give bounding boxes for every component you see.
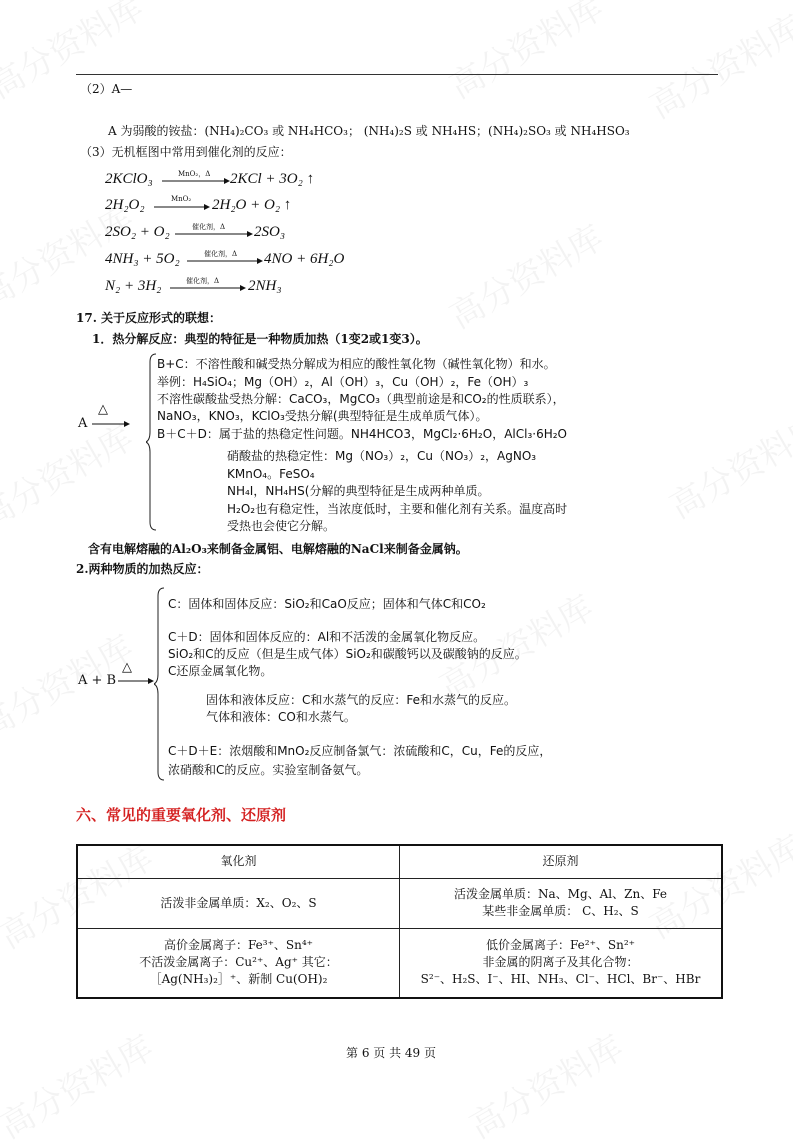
weak-acid-salt-text: A 为弱酸的铵盐：(NH₄)₂CO₃ 或 NH₄HCO₃； (NH₄)₂S 或 NH₄HS；(NH₄)₂SO₃ 或 NH₄HSO₃ (108, 124, 630, 138)
list-item: KMnO₄。FeSO₄ (227, 467, 315, 481)
heat-arrow-icon (118, 676, 154, 686)
table-row (77, 878, 722, 928)
cell-line: 活泼金属单质：Na、Mg、Al、Zn、Fe (454, 887, 667, 901)
left-brace-icon (154, 586, 166, 782)
thermal-decomposition-heading: 1．热分解反应：典型的特征是一种物质加热（1变2或1变3）。 (92, 332, 428, 346)
table-cell (400, 928, 723, 998)
cell-line: S²⁻、H₂S、I⁻、HI、NH₃、Cl⁻、HCl、Br⁻、HBr (420, 972, 701, 987)
equation-left: 4NH₃ + 5O₂ (105, 251, 180, 267)
reaction-arrow-icon (162, 176, 230, 186)
part3-heading: （3）无机框图中常用到催化剂的反应： (80, 145, 292, 159)
equation-condition: 催化剂，Δ (186, 277, 220, 285)
list-item: H₂O₂也有稳定性，当浓度低时，主要和催化剂有关系。温度高时 (227, 502, 568, 516)
list-item: 举例：H₄SiO₄；Mg（OH）₂，Al（OH）₃，Cu（OH）₂，Fe（OH）₃ (157, 375, 529, 389)
reactant-a: A (78, 416, 88, 431)
watermark (459, 1021, 631, 1148)
list-item: 受热也会使它分解。 (227, 519, 336, 533)
part2-heading: （2）A— (80, 82, 133, 96)
list-item: C：固体和固体反应：SiO₂和CaO反应；固体和气体C和CO₂ (168, 597, 486, 611)
list-item: B+C：不溶性酸和碱受热分解成为相应的酸性氧化物（碱性氧化物）和水。 (157, 357, 556, 371)
equation-condition: MnO₂ (171, 195, 192, 203)
watermark (639, 1, 793, 128)
equation-left: N₂ + 3H₂ (105, 278, 162, 294)
list-item: C＋D＋E：浓烟酸和MnO₂反应制备氯气：浓硫酸和C，Cu，Fe的反应， (168, 744, 552, 758)
reaction-arrow-icon (170, 283, 246, 293)
watermark (0, 411, 141, 538)
watermark (659, 401, 793, 528)
table-cell (400, 878, 723, 928)
watermark (439, 211, 611, 338)
heat-arrow-icon (92, 419, 130, 429)
oxidant-reductant-table (76, 844, 723, 999)
list-item: 浓硝酸和C的反应。实验室制备氨气。 (168, 763, 369, 777)
section-6-title: 六、常见的重要氧化剂、还原剂 (76, 806, 287, 824)
reaction-arrow-icon (175, 229, 253, 239)
equation-condition: 催化剂，Δ (192, 223, 226, 231)
table-header-row (77, 845, 722, 878)
heat-symbol: △ (98, 402, 108, 417)
two-substance-heading: 2.两种物质的加热反应： (76, 562, 209, 576)
electrolysis-note: 含有电解熔融的Al₂O₃来制备金属铝、电解熔融的NaCl来制备金属钠。 (88, 542, 468, 556)
equation-right: 2H₂O + O₂ ↑ (212, 197, 292, 213)
list-item: NH₄I，NH₄HS(分解的典型特征是生成两种单质。 (227, 484, 490, 498)
column-header-oxidant: 氧化剂 (77, 845, 400, 878)
heat-symbol: △ (122, 660, 132, 675)
list-item: C还原金属氧化物。 (168, 664, 273, 678)
cell-line: 低价金属离子：Fe²⁺、Sn²⁺ (485, 938, 635, 953)
watermark (439, 0, 611, 108)
section-17-title: 17. 关于反应形式的联想： (76, 311, 222, 325)
equation-condition: 催化剂，Δ (204, 250, 238, 258)
cell-line: 活泼非金属单质：X₂、O₂、S (160, 895, 317, 910)
cell-line: ［Ag(NH₃)₂］⁺、新制 Cu(OH)₂ (149, 972, 328, 987)
equation-left: 2KClO₃ (105, 171, 153, 187)
cell-line: 非金属的阴离子及其化合物： (482, 955, 639, 970)
reactants-ab: A + B (78, 673, 117, 688)
header-rule (76, 74, 718, 75)
equation-right: 4NO + 6H₂O (264, 251, 345, 267)
equation-condition: MnO₂，Δ (178, 170, 211, 178)
equation-right: 2SO₃ (254, 224, 286, 240)
equation-right: 2KCl + 3O₂ ↑ (230, 171, 315, 187)
equation-left: 2H₂O₂ (105, 197, 145, 213)
list-item: C＋D：固体和固体反应的：Al和不活泼的金属氧化物反应。 (168, 630, 486, 644)
list-item: B＋C＋D：属于盐的热稳定性问题。NH4HCO3，MgCl₂·6H₂O，AlCl₃·6H₂O (157, 427, 567, 441)
cell-line: 不活泼金属离子：Cu²⁺、Ag⁺ 其它： (139, 955, 338, 970)
list-item: 固体和液体反应：C和水蒸气的反应：Fe和水蒸气的反应。 (206, 693, 517, 707)
table-cell (77, 928, 400, 998)
cell-line: 某些非金属单质： C、H₂、S (482, 904, 639, 918)
list-item: SiO₂和C的反应（但是生成气体）SiO₂和碳酸钙以及碳酸钠的反应。 (168, 647, 527, 661)
table-row (77, 928, 722, 998)
column-header-reductant: 还原剂 (400, 845, 723, 878)
page-number: 第 6 页 共 49 页 (346, 1046, 436, 1060)
table-cell (77, 878, 400, 928)
equation-left: 2SO₂ + O₂ (105, 224, 170, 240)
reaction-arrow-icon (187, 256, 263, 266)
watermark (0, 1021, 161, 1148)
cell-line: 高价金属离子：Fe³⁺、Sn⁴⁺ (163, 938, 313, 953)
list-item: NaNO₃，KNO₃，KClO₃受热分解(典型特征是生成单质气体）。 (157, 409, 488, 423)
reaction-arrow-icon (154, 202, 210, 212)
equation-right: 2NH₃ (248, 278, 282, 294)
list-item: 硝酸盐的热稳定性：Mg（NO₃）₂，Cu（NO₃）₂，AgNO₃ (227, 449, 537, 463)
list-item: 不溶性碳酸盐受热分解：CaCO₃，MgCO₃（典型前途是和CO₂的性质联系）， (157, 392, 565, 406)
list-item: 气体和液体：CO和水蒸气。 (206, 710, 356, 724)
